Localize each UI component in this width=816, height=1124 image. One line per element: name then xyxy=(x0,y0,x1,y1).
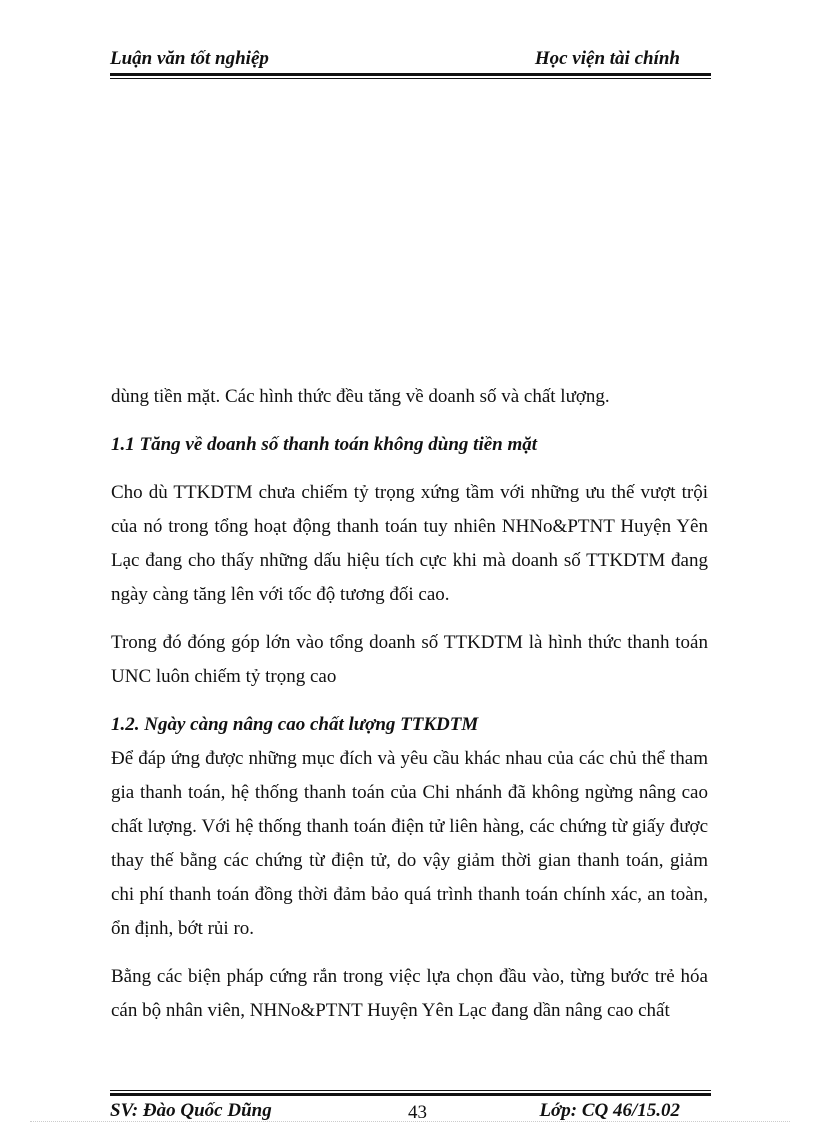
section-1-1-paragraph-2: Trong đó đóng góp lớn vào tổng doanh số TTKDTM là hình thức thanh toán UNC luôn chiếm tỷ trọng cao xyxy=(111,632,708,687)
header-rule-thin xyxy=(110,78,711,79)
page-footer xyxy=(110,1100,710,1122)
footer-class-label: Lớp: CQ 46/15.02 xyxy=(539,1100,680,1121)
page-content xyxy=(111,380,708,1028)
section-1-1-paragraph-1: Cho dù TTKDTM chưa chiếm tỷ trọng xứng tầm với những ưu thế vượt trội của nó trong tổng hoạt động thanh toán tuy nhiên NHNo&PTNT Huyện Yên Lạc đang cho thấy những dấu hiệu tích cực khi mà doanh số TTKDTM đang ngày càng tăng lên với tốc độ tương đối cao. xyxy=(111,482,708,605)
section-1-1-heading: 1.1 Tăng về doanh số thanh toán không dùng tiền mặt xyxy=(111,434,538,455)
bottom-dotted-line xyxy=(30,1121,790,1122)
section-1-2-heading: 1.2. Ngày càng nâng cao chất lượng TTKDTM xyxy=(111,714,479,735)
section-1-2-paragraph-1: Để đáp ứng được những mục đích và yêu cầu khác nhau của các chủ thể tham gia thanh toán, hệ thống thanh toán của Chi nhánh đã không ngừng nâng cao chất lượng. Với hệ thống thanh toán điện tử liên hàng, các chứng từ giấy được thay thế bằng các chứng từ điện tử, do vậy giảm thời gian thanh toán, giảm chi phí thanh toán đồng thời đảm bảo quá trình thanh toán chính xác, an toàn, ổn định, bớt rủi ro. xyxy=(111,748,708,939)
spacer xyxy=(111,694,708,708)
header-thesis-label: Luận văn tốt nghiệp xyxy=(110,48,269,69)
spacer xyxy=(111,946,708,960)
page-header xyxy=(110,48,710,72)
footer-student-name: SV: Đào Quốc Dũng xyxy=(110,1100,272,1121)
header-institution-label: Học viện tài chính xyxy=(534,48,680,69)
footer-rule xyxy=(110,1093,711,1096)
footer-rule-thin xyxy=(110,1090,711,1091)
header-rule xyxy=(110,73,711,76)
page-number: 43 xyxy=(408,1102,427,1123)
intro-paragraph: dùng tiền mặt. Các hình thức đều tăng về doanh số và chất lượng. xyxy=(111,386,610,407)
spacer xyxy=(111,612,708,626)
section-1-2-paragraph-2: Bằng các biện pháp cứng rắn trong việc lựa chọn đầu vào, từng bước trẻ hóa cán bộ nhân viên, NHNo&PTNT Huyện Yên Lạc đang dần nâng cao chất xyxy=(111,966,708,1021)
